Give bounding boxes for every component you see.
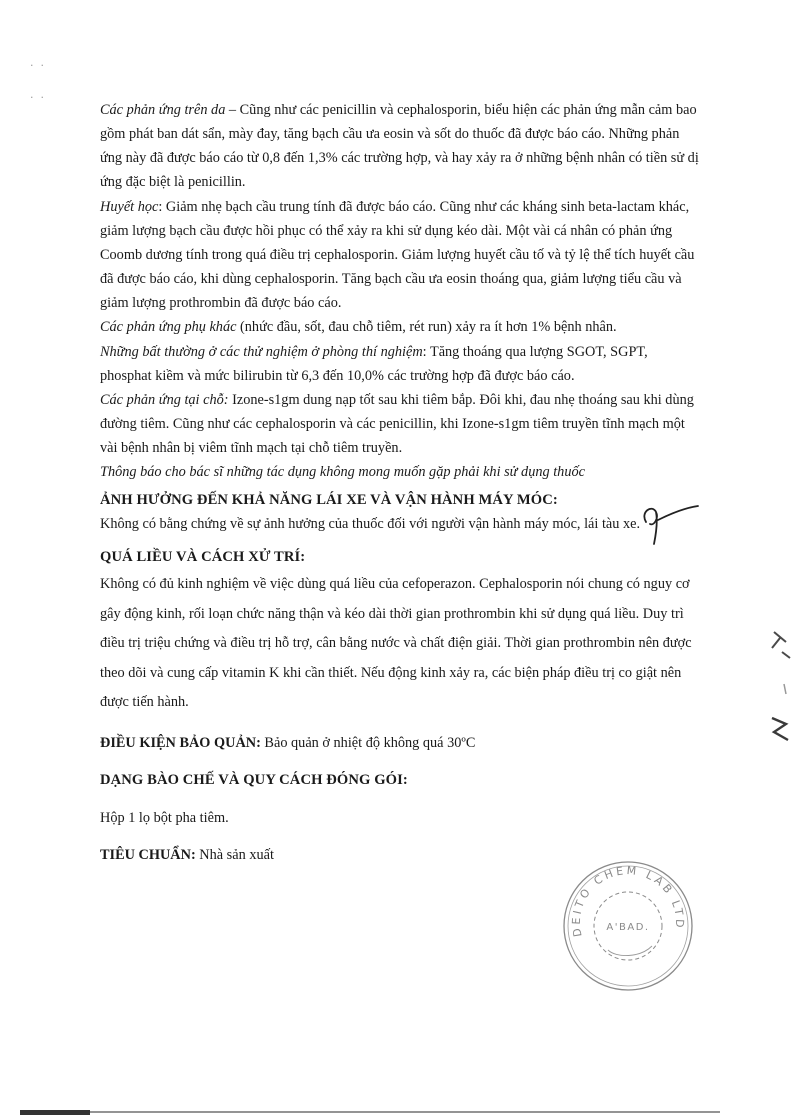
local-reactions-text: Izone-s1gm dung nạp tốt sau khi tiêm bắp. Đôi khi, đau nhẹ thoáng sau khi dùng đường tiêm. Cũng như các cephalosporin và các penicillin, khi Izone-s1gm tiêm truyền tĩnh mạch một vài bệnh nhân bị viêm tĩnh mạch tại chỗ tiêm truyền.	[100, 391, 694, 457]
hematology-text: : Giảm nhẹ bạch cầu trung tính đã được báo cáo. Cũng như các kháng sinh beta-lactam khác, giảm lượng bạch cầu được hồi phục có thể xảy ra khi sử dụng kéo dài. Một vài cá nhân có phản ứng Coomb dương tính trong quá điều trị cephalosporin. Giảm lượng huyết cầu tố và tỷ lệ thể tích huyết cầu đã được báo cáo, khi dùng cephalosporin. Tăng bạch cầu ưa eosin thoáng qua, giảm lượng tiểu cầu và giảm lượng prothrombin đã được báo cáo.	[100, 198, 695, 312]
spacer	[100, 536, 700, 545]
skin-reactions-title: Các phản ứng trên da	[100, 102, 226, 118]
lab-abnormalities-paragraph	[100, 340, 700, 388]
storage-label: ĐIỀU KIỆN BẢO QUẢN:	[100, 734, 261, 751]
doctor-notice: Thông báo cho bác sĩ những tác dụng không mong muốn gặp phải khi sử dụng thuốc	[100, 464, 585, 481]
hematology-paragraph	[100, 195, 700, 316]
scan-bottom-edge	[0, 1108, 800, 1118]
other-reactions-paragraph	[100, 315, 700, 339]
packaging-text: Hộp 1 lọ bột pha tiêm.	[100, 809, 229, 826]
skin-reactions-text: – Cũng như các penicillin và cephalosporin, biểu hiện các phản ứng mẫn cảm bao gồm phát ban dát sẩn, mày đay, tăng bạch cầu ưa eosin và sốt do thuốc đã được báo cáo. Những phản ứng này đã được báo cáo từ 0,8 đến 1,3% các trường hợp, và hay xảy ra ở những bệnh nhân có tiền sử dị ứng đặc biệt là penicillin.	[100, 102, 699, 191]
other-reactions-text: (nhức đầu, sốt, đau chỗ tiêm, rét run) xảy ra ít hơn 1% bệnh nhân.	[236, 319, 617, 336]
spacer	[100, 718, 700, 731]
hematology-title: Huyết học	[100, 198, 159, 215]
spacer	[100, 830, 700, 843]
stamp-ring-text: DEITO CHEM LAB LTD	[569, 863, 687, 938]
document-content	[100, 98, 700, 867]
spacer	[100, 755, 700, 768]
skin-reactions-paragraph	[100, 98, 700, 195]
local-reactions-title: Các phản ứng tại chỗ:	[100, 391, 229, 408]
lab-abnormalities-text: : Tăng thoáng qua lượng SGOT, SGPT, phosphat kiềm và mức bilirubin từ 6,3 đến 10,0% các trường hợp đã được báo cáo.	[100, 343, 648, 384]
overdose-text: Không có đủ kinh nghiệm về việc dùng quá liều của cefoperazon. Cephalosporin nói chung có nguy cơ gây động kinh, rối loạn chức năng thận và kéo dài thời gian prothrombin khi sử dụng quá liều. Duy trì điều trị triệu chứng và điều trị hỗ trợ, cân bằng nước và chất điện giải. Thời gian prothrombin nên được theo dõi và cung cấp vitamin K khi cần thiết. Nếu động kinh xảy ra, các biện pháp điều trị co giật nên được tiến hành.	[100, 575, 692, 711]
driving-text: Không có bằng chứng về sự ảnh hưởng của thuốc đối với người vận hành máy móc, lái tàu xe.	[100, 516, 641, 533]
other-reactions-title: Các phản ứng phụ khác	[100, 319, 237, 336]
storage-text: Bảo quản ở nhiệt độ không quá 30ºC	[260, 734, 476, 751]
handwritten-signature	[636, 500, 706, 550]
storage-line	[100, 731, 700, 755]
margin-stamp-fragment	[760, 628, 796, 748]
stamp-center-text: A'BAD.	[606, 922, 650, 933]
standard-label: TIÊU CHUẨN:	[100, 846, 196, 863]
packaging-heading: DẠNG BÀO CHẾ VÀ QUY CÁCH ĐÓNG GÓI:	[100, 772, 408, 789]
scan-corner-marks: · · · ·	[30, 59, 44, 104]
local-reactions-paragraph	[100, 388, 700, 460]
driving-heading: ẢNH HƯỞNG ĐẾN KHẢ NĂNG LÁI XE VÀ VẬN HÀNH MÁY MÓC:	[100, 491, 558, 508]
spacer	[100, 793, 700, 806]
overdose-heading: QUÁ LIỀU VÀ CÁCH XỬ TRÍ:	[100, 549, 306, 566]
company-stamp	[560, 858, 696, 994]
lab-abnormalities-title: Những bất thường ở các thử nghiệm ở phòng thí nghiệm	[100, 343, 423, 360]
standard-text: Nhà sản xuất	[195, 846, 274, 863]
